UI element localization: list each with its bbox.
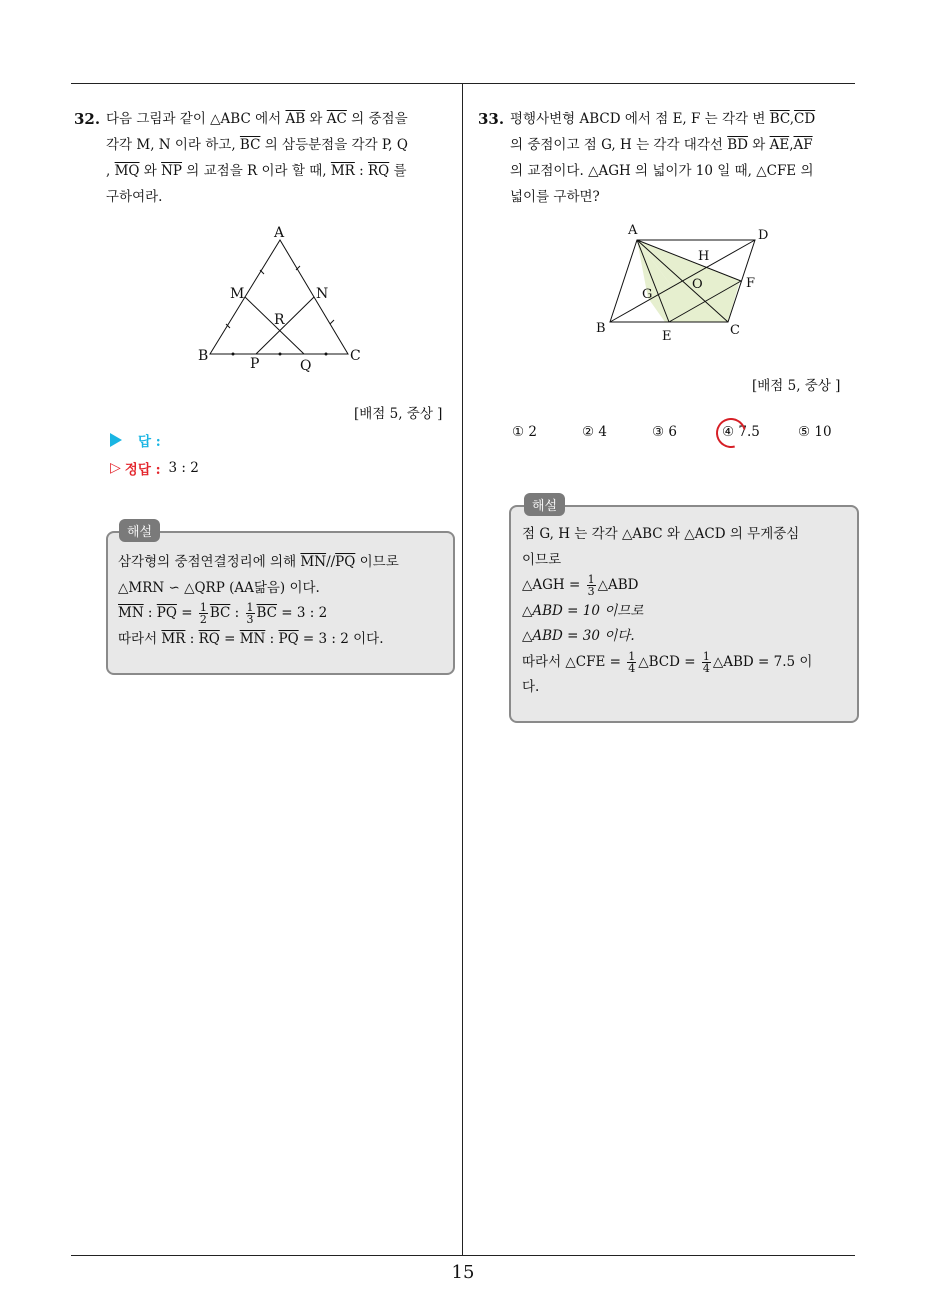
q33-number: 33. [478, 110, 505, 128]
label-h: H [698, 249, 710, 264]
q33-explanation-tag: 해설 [524, 493, 565, 516]
q32-number: 32. [74, 110, 101, 128]
q32-answer-row [110, 430, 161, 450]
choice-5[interactable]: ⑤ 10 [798, 424, 832, 440]
q32-text: 다음 그림과 같이 △ABC 에서 $\overline{AB}$ 와 $\overline{AC}$ 의 중점을 각각 M, N 이라 하고, $\overline{BC}$ 의 삼등분점을 각각 P, Q , $\overline{MQ}$ 와 $\overline{NP}$ 의 교점을 R 이라 할 때, $\overline{MR}$ : $\overline{RQ}$ 를 구하여라. [106, 111, 408, 205]
correct-label: 정답 : [124, 462, 161, 478]
label-b: B [198, 348, 209, 364]
q32-triangle-figure [190, 220, 370, 380]
q32-explanation-text: 삼각형의 중점연결정리에 의해 $\overline{MN}//\overline{PQ}$ 이므로 △MRN ∽ △QRP (AA닮음) 이다. $\overline{MN}$ : $\overline{PQ}$ = $\frac{1}{2}$ $\overline{BC}$ : $\frac{1}{3}$ $\overline{BC} = 3$ : 2 따라서 $\overline{MR}$ : $\overline{RQ} = \overline{MN}$ : $\overline{PQ} = 3$ : 2 이다. [118, 554, 399, 647]
label-c: C [730, 323, 740, 338]
label-f: F [746, 276, 756, 291]
tick-nc [330, 320, 334, 324]
label-m: M [230, 286, 245, 302]
page-number: 15 [451, 1262, 475, 1283]
segment-np [256, 297, 314, 354]
correct-value: 3 : 2 [168, 460, 199, 476]
label-o: O [692, 277, 703, 292]
label-a: A [274, 225, 285, 241]
choice-1[interactable]: ① 2 [512, 424, 537, 440]
mark-qc [325, 353, 328, 356]
column-divider [462, 84, 463, 1255]
selected-circle-mark [711, 413, 752, 454]
q33-choices [512, 424, 862, 440]
answer-label: 답 : [138, 434, 161, 450]
q32-meta: [배점 5, 중상 ] [354, 406, 443, 422]
mark-bp [232, 353, 235, 356]
choice-4[interactable]: ④ 7.5 [722, 424, 768, 440]
label-e: E [662, 329, 672, 344]
label-d: D [758, 228, 769, 243]
q33-text: 평행사변형 ABCD 에서 점 E, F 는 각각 변 $\overline{BC},\overline{CD}$ 의 중점이고 점 G, H 는 각각 대각선 $\overline{BD}$ 와 $\overline{AE},\overline{AF}$ 의 교점이다. △AGH 의 넓이가 10 일 때, △CFE 의 넓이를 구하면? [510, 111, 816, 205]
label-g: G [642, 287, 653, 302]
label-p: P [250, 356, 260, 372]
header-rule [71, 83, 855, 84]
footer-rule [71, 1255, 855, 1256]
label-r: R [274, 312, 285, 328]
label-a: A [628, 223, 638, 238]
choice-2[interactable]: ② 4 [582, 424, 607, 440]
q32-explanation-tag: 해설 [119, 519, 160, 542]
q33-explanation-text: 점 G, H 는 각각 △ABC 와 △ACD 의 무게중심 이므로 △AGH = $\frac{1}{3}$ △ABD △ABD = 10 이므로 △ABD = 30 이다. 따라서 △CFE = $\frac{1}{4}$ △BCD = $\frac{1}{4}$ △ABD = 7.5 이 다. [522, 526, 813, 695]
label-c: C [350, 348, 361, 364]
label-q: Q [300, 358, 312, 374]
choice-3[interactable]: ③ 6 [652, 424, 677, 440]
mark-pq [279, 353, 282, 356]
label-b: B [596, 321, 606, 336]
q33-meta: [배점 5, 중상 ] [752, 378, 841, 394]
answer-arrow-icon [110, 433, 122, 447]
correct-arrow-icon: ▷ [110, 460, 121, 476]
q32-correct-row [110, 458, 199, 478]
q33-parallelogram-figure [590, 220, 790, 350]
label-n: N [316, 286, 329, 302]
